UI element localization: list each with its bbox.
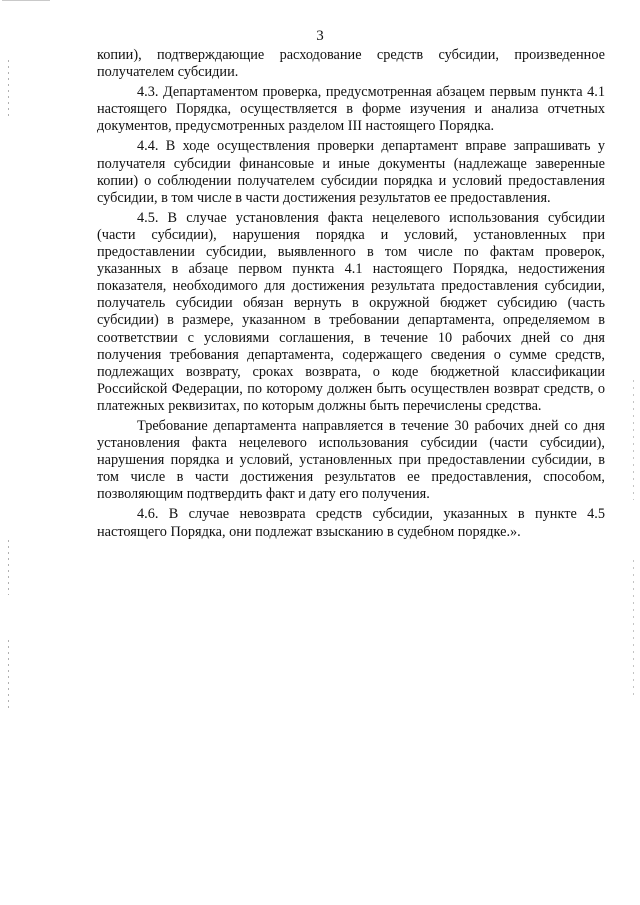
scan-margin-mark — [8, 540, 9, 595]
scan-margin-mark — [633, 560, 634, 700]
scan-margin-mark — [8, 640, 9, 710]
paragraph-4-6: 4.6. В случае невозврата средств субсидии, указанных в пункте 4.5 настоящего Порядка, они подлежат взысканию в судебном порядке.». — [97, 506, 605, 540]
scan-margin-mark — [633, 380, 634, 500]
scan-margin-mark — [8, 60, 9, 120]
page-number: 3 — [316, 28, 324, 44]
paragraph-requirement: Требование департамента направляется в течение 30 рабочих дней со дня установления факта нецелевого использования субсидии (части субсидии), нарушения порядка и условий, установленных при предоставлении субсидии, в том числе в части достижения результатов ее предоставления, способом, позволяющим подтвердить факт и дату его получения. — [97, 417, 605, 503]
scan-top-edge — [2, 0, 50, 1]
paragraph-4-4: 4.4. В ходе осуществления проверки департамент вправе запрашивать у получателя субсидии финансовые и иные документы (надлежаще заверенные копии) о соблюдении получателем субсидии порядка и условий предоставления субсидии, в том числе в части достижения результатов ее предоставления. — [97, 138, 605, 206]
paragraph-4-5: 4.5. В случае установления факта нецелевого использования субсидии (части субсидии), нарушения порядка и условий, установленных при предоставлении субсидии, выявленного в том числе по фактам проверок, указанных в абзаце первом пункта 4.1 настоящего Порядка, недостижения показателя, необходимого для достижения результата предоставления субсидии, получатель субсидии обязан вернуть в окружной бюджет субсидию (часть субсидии) в размере, указанном в требовании департамента, определяемом в соответствии с условиями соглашения, в течение 10 рабочих дней со дня получения требования департамента, содержащего сведения о сумме средств, подлежащих возврату, сроках возврата, о коде бюджетной классификации Российской Федерации, по которому должен быть осуществлен возврат средств, о платежных реквизитах, по которым должны быть перечислены средства. — [97, 209, 605, 414]
paragraph-continuation: копии), подтверждающие расходование средств субсидии, произведенное получателем субсидии. — [97, 47, 605, 81]
paragraph-4-3: 4.3. Департаментом проверка, предусмотренная абзацем первым пункта 4.1 настоящего Порядка, осуществляется в форме изучения и анализа отчетных документов, предусмотренных разделом III настоящего Порядка. — [97, 84, 605, 135]
document-body — [97, 47, 605, 541]
